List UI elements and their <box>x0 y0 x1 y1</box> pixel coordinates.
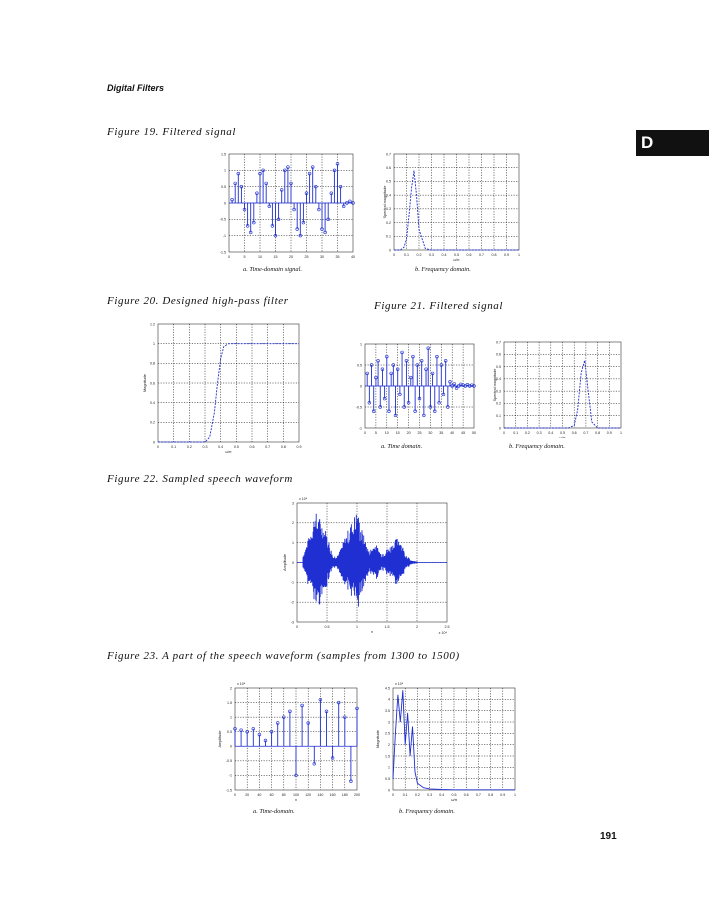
x-tick-label: 35 <box>335 255 340 259</box>
y-tick-label: 0.1 <box>386 234 391 239</box>
figure-21-caption: Figure 21. Filtered signal <box>374 300 504 312</box>
x-tick-label: 0.2 <box>186 445 192 449</box>
x-tick-label: 0.1 <box>402 793 408 797</box>
x-tick-label: 10 <box>384 431 389 435</box>
x-axis-label: ω/π <box>453 258 460 262</box>
figure-20-chart <box>140 318 305 456</box>
x-tick-label: 0.4 <box>218 445 224 449</box>
x-axis-label: ω/π <box>450 798 458 802</box>
y-tick-label: 0.5 <box>221 184 226 189</box>
x-tick-label: 1 <box>356 625 358 629</box>
y-tick-label: 0 <box>292 560 294 565</box>
y-tick-label: 1 <box>388 765 390 770</box>
x-tick-label: 0 <box>234 793 236 797</box>
y-tick-label: 0.2 <box>150 420 155 425</box>
y-tick-label: 0 <box>153 440 155 445</box>
y-tick-label: 1.2 <box>150 322 155 327</box>
section-title: Digital Filters <box>107 83 165 93</box>
figure-21a-chart <box>345 338 480 438</box>
figure-21b-subcaption: b. Frequency domain. <box>509 443 565 450</box>
x-tick-label: 40 <box>450 431 455 435</box>
x-tick-label: 0.9 <box>500 793 506 797</box>
x-tick-label: 0.2 <box>414 793 420 797</box>
x-tick-label: 0 <box>296 625 298 629</box>
x-tick-label: 60 <box>269 793 274 797</box>
x-tick-label: 30 <box>428 431 433 435</box>
y-tick-label: 0.2 <box>386 220 391 225</box>
y-tick-label: 1.5 <box>227 700 232 705</box>
figure-21a-subcaption: a. Time domain. <box>381 443 423 450</box>
chapter-tab-letter: D <box>641 133 654 152</box>
x-tick-label: 0.4 <box>548 431 554 435</box>
y-tick-label: 1 <box>360 342 362 347</box>
x-tick-label: 0.1 <box>513 431 519 435</box>
x-tick-label: 80 <box>281 793 286 797</box>
y-tick-label: 4 <box>388 697 390 702</box>
figure-23-caption: Figure 23. A part of the speech waveform (samples from 1300 to 1500) <box>107 650 460 662</box>
y-tick-label: -1 <box>228 773 232 778</box>
y-tick-label: 0.6 <box>386 166 391 171</box>
y-tick-label: 0.8 <box>150 361 155 366</box>
y-tick-label: 0 <box>360 384 362 389</box>
y-tick-label: 0.7 <box>496 340 501 345</box>
y-tick-label: 0.4 <box>496 377 501 382</box>
x-tick-label: 140 <box>317 793 324 797</box>
x-tick-label: 45 <box>461 431 466 435</box>
x-tick-label: 10 <box>258 255 262 259</box>
figure-23a-subcaption: a. Time-domain. <box>253 808 295 815</box>
figure-19b-subcaption: b. Frequency domain. <box>415 266 471 273</box>
x-axis-label: ω/π <box>225 450 232 454</box>
x-tick-label: 40 <box>257 793 262 797</box>
y-axis-label: Amplitude <box>283 554 287 571</box>
x-tick-label: 35 <box>439 431 444 435</box>
y-tick-label: 1 <box>292 540 294 545</box>
y-tick-label: 0.6 <box>496 352 501 357</box>
x-tick-label: 0.2 <box>416 253 422 257</box>
x-tick-label: 200 <box>354 793 360 797</box>
x-tick-label: 0.7 <box>479 253 484 257</box>
figure-20-caption: Figure 20. Designed high-pass filter <box>107 295 289 307</box>
x-tick-label: 0.6 <box>249 445 255 449</box>
figure-23b-subcaption: b. Frequency domain. <box>399 808 455 815</box>
y-tick-label: 0.5 <box>385 776 390 781</box>
x-tick-label: 5 <box>243 255 246 259</box>
x-tick-label: 15 <box>273 255 278 259</box>
x-tick-label: 0.3 <box>427 793 433 797</box>
y-tick-label: 0.5 <box>227 730 232 735</box>
x-tick-label: 1 <box>620 431 622 435</box>
figure-22-chart <box>280 495 455 640</box>
x-tick-label: 120 <box>305 793 312 797</box>
x-tick-label: 0.1 <box>404 253 409 257</box>
x-tick-label: 0.2 <box>524 431 530 435</box>
x-tick-label: 5 <box>374 431 377 435</box>
x-tick-label: 0.9 <box>504 253 509 257</box>
x-tick-label: 0.4 <box>439 793 445 797</box>
y-tick-label: 0.2 <box>496 401 501 406</box>
y-tick-label: 0.6 <box>150 381 155 386</box>
y-tick-label: -1 <box>358 426 362 431</box>
y-axis-label: Spectral magnitude <box>383 185 387 219</box>
chapter-tab <box>636 130 709 156</box>
y-tick-label: -0.5 <box>225 759 232 764</box>
y-tick-label: 1.5 <box>221 152 226 157</box>
y-tick-label: -0.5 <box>355 405 362 410</box>
y-tick-label: -3 <box>290 620 294 625</box>
y-tick-label: 0.3 <box>496 389 501 394</box>
x-tick-label: 0.8 <box>595 431 601 435</box>
figure-21b-chart <box>490 338 625 438</box>
x-tick-label: 20 <box>289 255 293 259</box>
figure-19a-subcaption: a. Time-domain signal. <box>243 266 302 273</box>
x-tick-label: 2 <box>416 625 418 629</box>
y-tick-label: 0 <box>389 248 391 253</box>
x-tick-label: 2.5 <box>444 625 450 629</box>
x-tick-label: 0.7 <box>265 445 271 449</box>
y-tick-label: 1 <box>153 341 155 346</box>
x-tick-label: 0.5 <box>451 793 457 797</box>
x-tick-label: 0.3 <box>429 253 434 257</box>
y-tick-label: -1.5 <box>225 788 232 793</box>
x-tick-label: 100 <box>293 793 299 797</box>
x-tick-label: 0.9 <box>296 445 302 449</box>
y-tick-label: 1.5 <box>385 754 390 759</box>
y-tick-label: -0.5 <box>219 217 226 222</box>
x-scale-label: x 10⁴ <box>438 631 447 635</box>
x-tick-label: 180 <box>341 793 348 797</box>
x-tick-label: 0.6 <box>463 793 469 797</box>
y-tick-label: 3.5 <box>385 708 390 713</box>
x-tick-label: 0.8 <box>280 445 286 449</box>
figure-23b-chart <box>373 680 523 804</box>
x-axis-label: ω/π <box>559 436 566 438</box>
x-tick-label: 160 <box>329 793 336 797</box>
x-tick-label: 1.5 <box>384 625 390 629</box>
y-tick-label: 0.1 <box>496 414 501 419</box>
x-tick-label: 0.7 <box>583 431 589 435</box>
y-tick-label: 0.5 <box>386 179 391 184</box>
y-axis-label: Magnitude <box>376 730 380 748</box>
x-tick-label: 0 <box>364 431 366 435</box>
x-tick-label: 0.5 <box>560 431 565 435</box>
x-tick-label: 15 <box>395 431 400 435</box>
y-scale-label: x 10⁴ <box>237 682 246 686</box>
x-tick-label: 0.1 <box>171 445 177 449</box>
figure-22-caption: Figure 22. Sampled speech waveform <box>107 473 293 485</box>
y-tick-label: -1 <box>222 233 226 238</box>
x-tick-label: 0.7 <box>475 793 481 797</box>
x-tick-label: 25 <box>417 431 422 435</box>
y-tick-label: 3 <box>388 720 390 725</box>
y-tick-label: 0.5 <box>357 363 362 368</box>
x-tick-label: 0.8 <box>491 253 497 257</box>
x-tick-label: 0.8 <box>488 793 494 797</box>
y-tick-label: 1 <box>230 715 232 720</box>
x-tick-label: 20 <box>245 793 250 797</box>
x-tick-label: 0 <box>503 431 505 435</box>
x-tick-label: 50 <box>472 431 476 435</box>
y-tick-label: 0 <box>499 426 501 431</box>
x-tick-label: 0.6 <box>466 253 472 257</box>
y-axis-label: Spectral magnitude <box>493 368 497 402</box>
y-tick-label: 2.5 <box>385 731 390 736</box>
x-axis-label: n <box>371 630 373 634</box>
x-tick-label: 1 <box>514 793 516 797</box>
y-tick-label: -1.5 <box>219 250 226 255</box>
figure-23a-chart <box>215 680 365 804</box>
y-axis-label: Magnitude <box>143 374 147 392</box>
x-tick-label: 0 <box>228 255 230 259</box>
y-tick-label: 2 <box>230 686 232 691</box>
x-tick-label: 0.5 <box>324 625 330 629</box>
y-tick-label: -2 <box>290 600 294 605</box>
y-tick-label: 0.4 <box>386 193 391 198</box>
x-tick-label: 0.4 <box>441 253 447 257</box>
y-axis-label: Amplitude <box>218 730 222 748</box>
y-tick-label: 4.5 <box>385 686 390 691</box>
figure-19b-chart <box>380 150 525 262</box>
x-tick-label: 0.5 <box>233 445 239 449</box>
y-tick-label: 2 <box>388 742 390 747</box>
y-tick-label: 0.4 <box>150 400 155 405</box>
y-scale-label: x 10⁴ <box>299 497 308 501</box>
figure-19-caption: Figure 19. Filtered signal <box>107 126 237 138</box>
x-tick-label: 0 <box>392 793 394 797</box>
x-tick-label: 0.6 <box>571 431 577 435</box>
x-tick-label: 0 <box>157 445 159 449</box>
x-tick-label: 0.3 <box>536 431 542 435</box>
y-tick-label: 0 <box>230 744 232 749</box>
y-tick-label: 0 <box>388 788 390 793</box>
y-tick-label: 0.5 <box>496 364 501 369</box>
y-tick-label: 0.3 <box>386 207 391 212</box>
page-number: 191 <box>600 831 617 842</box>
x-axis-label: n <box>295 798 297 802</box>
y-scale-label: x 10⁴ <box>395 682 404 686</box>
x-tick-label: 1 <box>518 253 520 257</box>
y-tick-label: 0 <box>224 201 226 206</box>
y-tick-label: -1 <box>290 580 294 585</box>
figure-19a-chart <box>215 150 361 262</box>
y-tick-label: 3 <box>292 501 294 506</box>
y-tick-label: 2 <box>292 521 294 526</box>
x-tick-label: 0.5 <box>454 253 459 257</box>
x-tick-label: 0.9 <box>606 431 612 435</box>
x-tick-label: 0.3 <box>202 445 208 449</box>
y-tick-label: 1 <box>224 168 226 173</box>
y-tick-label: 0.7 <box>386 152 391 157</box>
x-tick-label: 40 <box>351 255 355 259</box>
x-tick-label: 0 <box>393 253 395 257</box>
x-tick-label: 30 <box>320 255 324 259</box>
x-tick-label: 20 <box>406 431 411 435</box>
x-tick-label: 25 <box>304 255 309 259</box>
